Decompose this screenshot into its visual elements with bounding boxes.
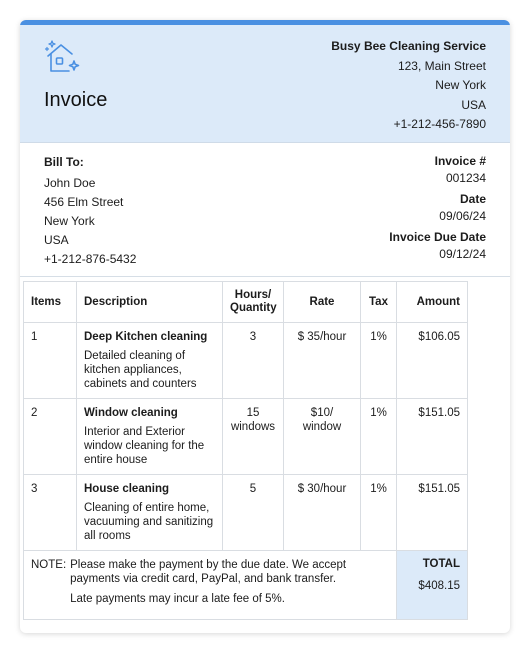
item-tax: 1% bbox=[361, 399, 397, 475]
note-line-2: Late payments may incur a late fee of 5%. bbox=[70, 593, 285, 605]
invoice-title: Invoice bbox=[44, 89, 108, 111]
item-detail: Cleaning of entire home, vacuuming and sanitizing all rooms bbox=[84, 502, 214, 542]
item-hours: 3 bbox=[223, 323, 284, 399]
invoice-header bbox=[20, 25, 510, 143]
note-total-row bbox=[24, 551, 468, 620]
invoice-number: 001234 bbox=[445, 171, 486, 185]
item-rate: $ 35/hour bbox=[284, 323, 361, 399]
item-number: 2 bbox=[24, 399, 77, 475]
item-amount: $106.05 bbox=[397, 323, 468, 399]
invoice-date: 09/06/24 bbox=[439, 209, 486, 223]
item-hours: 5 bbox=[223, 475, 284, 551]
item-description bbox=[77, 475, 223, 551]
item-hours: 15 windows bbox=[223, 399, 284, 475]
col-hours: Hours/ Quantity bbox=[223, 282, 284, 323]
item-title: Window cleaning bbox=[84, 407, 178, 419]
col-items: Items bbox=[24, 282, 77, 323]
col-rate: Rate bbox=[284, 282, 361, 323]
item-title: Deep Kitchen cleaning bbox=[84, 331, 208, 343]
invoice-meta bbox=[389, 153, 486, 267]
bill-to-label: Bill To: bbox=[44, 155, 84, 169]
company-city: New York bbox=[435, 78, 486, 92]
note-label: NOTE: bbox=[31, 559, 67, 571]
item-number: 3 bbox=[24, 475, 77, 551]
item-amount: $151.05 bbox=[397, 475, 468, 551]
customer-street: 456 Elm Street bbox=[44, 195, 124, 209]
billing-section bbox=[20, 143, 510, 277]
house-sparkle-icon bbox=[44, 39, 80, 75]
table-row bbox=[24, 323, 468, 399]
company-street: 123, Main Street bbox=[397, 58, 486, 73]
customer-phone: +1-212-876-5432 bbox=[44, 252, 137, 266]
note-line-1: Please make the payment by the due date. We accept payments via credit card, PayPal, and bank transfer. bbox=[70, 559, 347, 585]
item-rate: $10/ window bbox=[284, 399, 361, 475]
item-amount: $151.05 bbox=[397, 399, 468, 475]
company-country: USA bbox=[461, 97, 486, 112]
total-label: TOTAL bbox=[422, 558, 460, 570]
total-cell bbox=[397, 551, 468, 620]
table-row bbox=[24, 399, 468, 475]
customer-country: USA bbox=[44, 233, 69, 247]
col-amount: Amount bbox=[397, 282, 468, 323]
item-detail: Detailed cleaning of kitchen appliances, cabinets and counters bbox=[84, 350, 197, 390]
item-detail: Interior and Exterior window cleaning for the entire house bbox=[84, 426, 205, 466]
item-tax: 1% bbox=[361, 475, 397, 551]
due-date: 09/12/24 bbox=[439, 247, 486, 261]
item-rate: $ 30/hour bbox=[284, 475, 361, 551]
bill-to bbox=[44, 153, 136, 269]
table-header-row bbox=[24, 282, 468, 323]
due-date-label: Invoice Due Date bbox=[389, 230, 486, 244]
date-label: Date bbox=[459, 192, 486, 206]
item-tax: 1% bbox=[361, 323, 397, 399]
table-row bbox=[24, 475, 468, 551]
customer-city: New York bbox=[44, 214, 95, 228]
item-description bbox=[77, 399, 223, 475]
company-info bbox=[331, 37, 486, 135]
item-number: 1 bbox=[24, 323, 77, 399]
payment-note bbox=[24, 551, 397, 620]
item-description bbox=[77, 323, 223, 399]
invoice-number-label: Invoice # bbox=[434, 154, 486, 168]
col-tax: Tax bbox=[361, 282, 397, 323]
company-phone: +1-212-456-7890 bbox=[393, 117, 486, 131]
customer-name: John Doe bbox=[44, 176, 96, 190]
item-title: House cleaning bbox=[84, 483, 169, 495]
company-name: Busy Bee Cleaning Service bbox=[331, 39, 486, 53]
total-value: $408.15 bbox=[418, 580, 460, 592]
line-items-table bbox=[23, 281, 468, 620]
col-description: Description bbox=[77, 282, 223, 323]
